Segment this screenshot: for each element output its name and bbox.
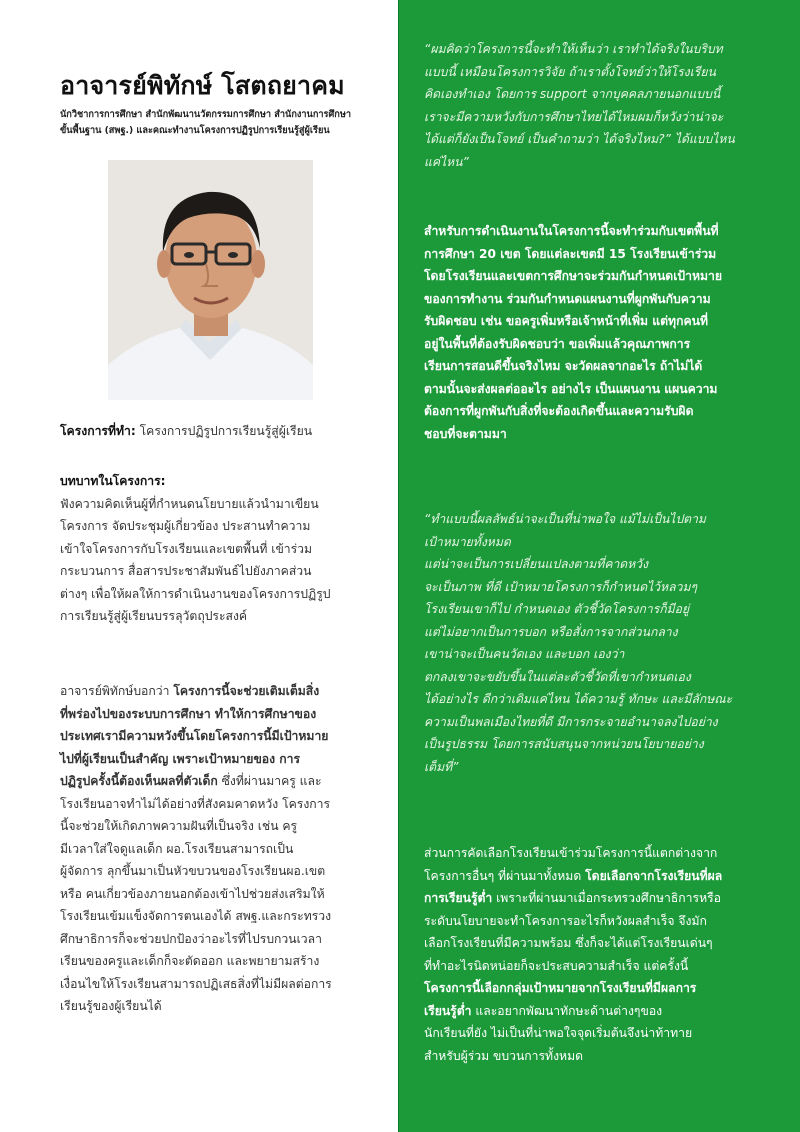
text-run: ซึ่งที่ผ่านมาครู และ (217, 774, 322, 788)
text-run: อาจารย์พิทักษ์บอกว่า (60, 684, 174, 698)
role-section (60, 470, 390, 628)
quote-line: แต่ไม่อยากเป็นการบอก หรือสั่งการจากส่วนกลาง (424, 624, 678, 639)
role-heading: บทบาทในโครงการ: (60, 474, 166, 488)
story-line (60, 973, 390, 996)
story-line (60, 905, 390, 928)
story-line (60, 860, 390, 883)
body-line: ต้องการที่ผูกพันกับสิ่งที่จะต้องเกิดขึ้นและความรับผิด (424, 404, 694, 418)
body-line: การศึกษา 20 เขต โดยแต่ละเขตมี 15 โรงเรียนเข้าร่วม (424, 246, 717, 261)
story-line (60, 748, 390, 771)
quote-line: ตกลงเขาจะขยับขึ้นในแต่ละตัวชี้วัดที่เขากำหนดเอง (424, 669, 691, 684)
quote-line: เราจะมีความหวังกับการศึกษาไทยได้ไหมผมก็หวังว่าน่าจะ (424, 109, 724, 124)
text-run: ส่วนการคัดเลือกโรงเรียนเข้าร่วมโครงการนี้แตกต่างจาก (424, 846, 718, 860)
project-value: โครงการปฏิรูปการเรียนรู้สู่ผู้เรียน (139, 424, 313, 438)
bold-text-run: ประเทศเรามีความหวังขึ้นโดยโครงการนี้มีเป้าหมาย (60, 729, 329, 743)
story-line (60, 770, 390, 793)
quote-paragraph-1 (424, 38, 786, 173)
person-name: อาจารย์พิทักษ์ โสตถยาคม (60, 71, 345, 100)
body-line (424, 887, 786, 910)
bold-text-run: โครงการนี้เลือกกลุ่มเป้าหมายจากโรงเรียนที่มีผลการ (424, 981, 697, 995)
text-run: และอยากพัฒนาทักษะด้านต่างๆของ (471, 1003, 663, 1018)
text-run: โรงเรียนอาจทำไม่ได้อย่างที่สังคมคาดหวัง โครงการ (60, 796, 331, 811)
quote-line: เป้าหมายทั้งหมด (424, 534, 511, 549)
body-paragraph-2 (424, 842, 786, 1067)
body-line (424, 865, 786, 888)
left-story-paragraph (60, 680, 390, 1018)
text-run: สำหรับผู้ร่วม ขบวนการทั้งหมด (424, 1048, 584, 1063)
body-line: สำหรับการดำเนินงานในโครงการนี้จะทำร่วมกับเขตพื้นที่ (424, 224, 719, 238)
quote-line: เป็นรูปธรรม โดยการสนับสนุนจากหน่วยนโยบายอย่าง (424, 737, 704, 751)
body-line (424, 1022, 786, 1045)
role-line: กระบวนการ สื่อสารประชาสัมพันธ์ไปยังภาคส่วน (60, 564, 312, 578)
body-line (424, 977, 786, 1000)
quote-line: “ทำแบบนี้ผลลัพธ์น่าจะเป็นที่น่าพอใจ แม้ไม่เป็นไปตาม (424, 512, 706, 526)
quote-line: ความเป็นพลเมืองไทยที่ดี มีการกระจายอำนาจลงไปอย่าง (424, 714, 718, 729)
quote-line: แต่น่าจะเป็นการเปลี่ยนแปลงตามที่คาดหวัง (424, 557, 649, 571)
quote-line: แค่ไหน” (424, 154, 469, 169)
text-run: นักเรียนที่ยัง ไม่เป็นที่น่าพอใจจุดเริ่มต้นจึงน่าท้าทาย (424, 1026, 693, 1040)
body-line: ของการทำงาน ร่วมกันกำหนดแผนงานที่ผูกพันกับความ (424, 291, 711, 306)
role-line: ฟังความคิดเห็นผู้ที่กำหนดนโยบายแล้วนำมาเขียน (60, 496, 319, 511)
body-line (424, 842, 786, 865)
text-run: เรียนรู้ของผู้เรียนได้ (60, 999, 162, 1013)
body-line: เรียนการสอนดีขึ้นจริงไหม จะวัดผลจากอะไร ถ้าไม่ได้ (424, 359, 703, 373)
quote-line: คิดเองทำเอง โดยการ support จากบุคคลภายนอกแบบนี้ (424, 87, 721, 101)
person-affiliation (60, 107, 394, 139)
project-line (60, 420, 390, 443)
text-run: เรียนของครูและเด็กก็จะตัดออก และพยายามสร้าง (60, 954, 320, 968)
story-line (60, 883, 390, 906)
story-line (60, 793, 390, 816)
body-line: ชอบที่จะตามมา (424, 426, 507, 441)
body-line: โดยโรงเรียนและเขตการศึกษาจะร่วมกันกำหนดเป้าหมาย (424, 269, 722, 283)
text-run: หรือ คนเกี่ยวข้องภายนอกต้องเข้าไปช่วยส่งเสริมให้ (60, 886, 325, 901)
text-run: ระดับนโยบายจะทำโครงการอะไรก็หวังผลสำเร็จ จึงมัก (424, 913, 707, 928)
quote-line: เต็มที่” (424, 759, 459, 774)
quote-line: แบบนี้ เหมือนโครงการวิจัย ถ้าเราตั้งโจทย์ว่าให้โรงเรียน (424, 64, 716, 79)
role-line: โครงการ จัดประชุมผู้เกี่ยวข้อง ประสานทำความ (60, 519, 311, 533)
body-line: ตามนั้นจะส่งผลต่ออะไร อย่างไร เป็นแผนงาน แผนความ (424, 381, 718, 396)
bold-text-run: การเรียนรู้ต่ำ (424, 891, 493, 905)
quote-line: “ผมคิดว่าโครงการนี้จะทำให้เห็นว่า เราทำได้จริงในบริบท (424, 42, 723, 56)
quote-line: เขาน่าจะเป็นคนวัดเอง และบอก เองว่า (424, 647, 625, 661)
story-line (60, 928, 390, 951)
text-run: เพราะที่ผ่านมาเมื่อกระทรวงศึกษาธิการหรือ (492, 891, 721, 905)
project-label: โครงการที่ทำ: (60, 424, 136, 438)
bold-text-run: ปฏิรูปครั้งนี้ต้องเห็นผลที่ตัวเด็ก (60, 774, 218, 788)
quote-line: โรงเรียนเขาก็ไป กำหนดเอง ตัวชี้วัดโครงการก็มีอยู่ (424, 602, 690, 616)
bold-text-run: ที่พร่องไปของระบบการศึกษา ทำให้การศึกษาของ (60, 706, 317, 721)
text-run: เลือกโรงเรียนที่มีความพร้อม ซึ่งก็จะได้แต่โรงเรียนเด่นๆ (424, 936, 713, 950)
role-line: ต่างๆ เพื่อให้ผลให้การดำเนินงานของโครงการปฏิรูป (60, 586, 331, 601)
text-run: ผู้จัดการ ลุกขึ้นมาเป็นหัวขบวนของโรงเรียนผอ.เขต (60, 864, 326, 878)
body-line (424, 1000, 786, 1023)
text-run: มีเวลาใส่ใจดูแลเด็ก ผอ.โรงเรียนสามารถเป็น (60, 841, 294, 856)
bold-text-run: โครงการนี้จะช่วยเติมเต็มสิ่ง (173, 684, 320, 698)
text-run: โครงการอื่นๆ ที่ผ่านมาทั้งหมด (424, 868, 586, 883)
story-line (60, 680, 390, 703)
story-line (60, 950, 390, 973)
quote-line: ได้อย่างไร ดีกว่าเดิมแค่ไหน ได้ความรู้ ทักษะ และมีลักษณะ (424, 692, 733, 706)
body-line (424, 1045, 786, 1068)
quote-line: จะเป็นภาพ ที่ดี เป้าหมายโครงการก็กำหนดไว้หลวมๆ (424, 579, 698, 594)
bold-text-run: โดยเลือกจากโรงเรียนที่ผล (585, 868, 723, 883)
role-line: เข้าใจโครงการกับโรงเรียนและเขตพื้นที่ เข้าร่วม (60, 541, 313, 556)
quote-paragraph-2 (424, 508, 786, 778)
body-line: รับผิดชอบ เช่น ขอครูเพิ่มหรือเจ้าหน้าที่เพิ่ม แต่ทุกคนที่ (424, 314, 708, 328)
quote-line: ได้แต่ก็ยังเป็นโจทย์ เป็นคำถามว่า ได้จริงไหม?” ได้แบบไหน (424, 132, 735, 146)
story-line (60, 995, 390, 1018)
body-line: อยู่ในพื้นที่ต้องรับผิดชอบว่า ขอเพิ่มแล้วคุณภาพการ (424, 336, 691, 351)
text-run: เงื่อนไขให้โรงเรียนสามารถปฏิเสธสิ่งที่ไม่มีผลต่อการ (60, 976, 332, 991)
story-line (60, 838, 390, 861)
text-run: นี้จะช่วยให้เกิดภาพความฝันที่เป็นจริง เช่น ครู (60, 819, 298, 833)
body-line (424, 932, 786, 955)
bold-text-run: เรียนรู้ต่ำ (424, 1003, 472, 1018)
story-line (60, 703, 390, 726)
body-line (424, 955, 786, 978)
text-run: โรงเรียนเข้มแข็งจัดการตนเองได้ สพฐ.และกระทรวง (60, 909, 332, 923)
body-line (424, 910, 786, 933)
affiliation-line: นักวิชาการการศึกษา สำนักพัฒนานวัตกรรมการศึกษา สำนักงานการศึกษา (60, 109, 352, 120)
role-line: การเรียนรู้สู่ผู้เรียนบรรลุวัตถุประสงค์ (60, 609, 248, 623)
bold-text-run: ไปที่ผู้เรียนเป็นสำคัญ เพราะเป้าหมายของ การ (60, 751, 301, 766)
story-line (60, 815, 390, 838)
story-line (60, 725, 390, 748)
portrait-photo (108, 160, 313, 400)
text-run: ศึกษาธิการก็จะช่วยปกป้องว่าอะไรที่ไปรบกวนเวลา (60, 931, 322, 946)
body-paragraph-1 (424, 220, 786, 445)
text-run: ที่ทำอะไรนิดหน่อยก็จะประสบความสำเร็จ แต่ครั้งนี้ (424, 958, 689, 973)
affiliation-line: ขั้นพื้นฐาน (สพฐ.) และคณะทำงานโครงการปฏิรูปการเรียนรู้สู่ผู้เรียน (60, 125, 330, 136)
portrait-illustration (108, 160, 313, 400)
